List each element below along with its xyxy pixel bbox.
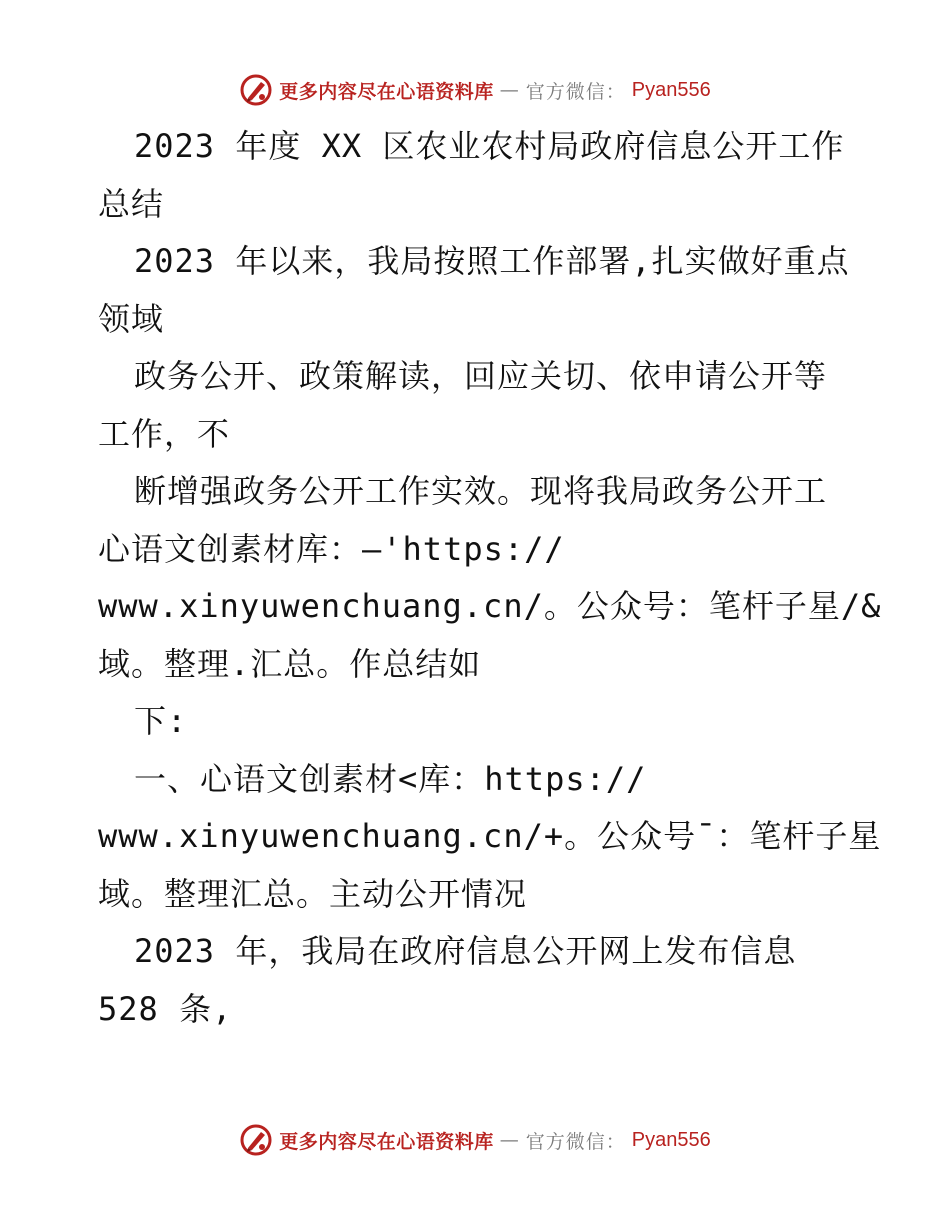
- header-banner: [0, 68, 950, 112]
- header-dash: —: [499, 79, 520, 101]
- doc-line: 一、心语文创素材<库：https://: [134, 759, 647, 798]
- doc-line: 域。整理汇总。主动公开情况: [98, 874, 528, 913]
- doc-line: 断增强政务公开工作实效。现将我局政务公开工: [134, 472, 828, 510]
- header-wechat-id: Pyan556: [631, 78, 711, 101]
- doc-line: www.xinyuwenchuang.cn/+。公众号¯：笔杆子星: [98, 817, 882, 855]
- doc-line: 下:: [134, 702, 188, 740]
- pen-logo-icon: [239, 1123, 273, 1157]
- header-promo-text: 更多内容尽在心语资料库: [279, 80, 494, 103]
- footer-wechat-label: 官方微信：: [525, 1130, 626, 1153]
- header-banner-content: [239, 73, 711, 107]
- doc-line: 政务公开、政策解读，回应关切、依申请公开等: [134, 357, 828, 395]
- footer-dash: —: [499, 1129, 520, 1151]
- doc-line: 工作，不: [98, 414, 231, 453]
- doc-line: 心语文创素材库：—'https://: [98, 529, 565, 568]
- doc-line: 领域: [98, 299, 165, 338]
- doc-line: 域。整理.汇总。作总结如: [98, 644, 482, 683]
- footer-wechat-id: Pyan556: [631, 1128, 711, 1151]
- header-wechat-label: 官方微信：: [525, 80, 626, 103]
- doc-line: 2023 年度 XX 区农业农村局政府信息公开工作: [134, 127, 845, 165]
- footer-banner-content: [239, 1123, 711, 1157]
- document-body: [98, 118, 882, 1038]
- pen-logo-icon: [239, 73, 273, 107]
- footer-banner: [0, 1118, 950, 1162]
- doc-line: 总结: [98, 184, 165, 223]
- footer-promo-text: 更多内容尽在心语资料库: [279, 1130, 494, 1153]
- doc-line: 528 条,: [98, 989, 233, 1028]
- doc-line: www.xinyuwenchuang.cn/。公众号：笔杆子星/&: [98, 587, 882, 625]
- doc-line: 2023 年，我局在政府信息公开网上发布信息: [134, 932, 797, 970]
- doc-line: 2023 年以来，我局按照工作部署,扎实做好重点: [134, 242, 850, 280]
